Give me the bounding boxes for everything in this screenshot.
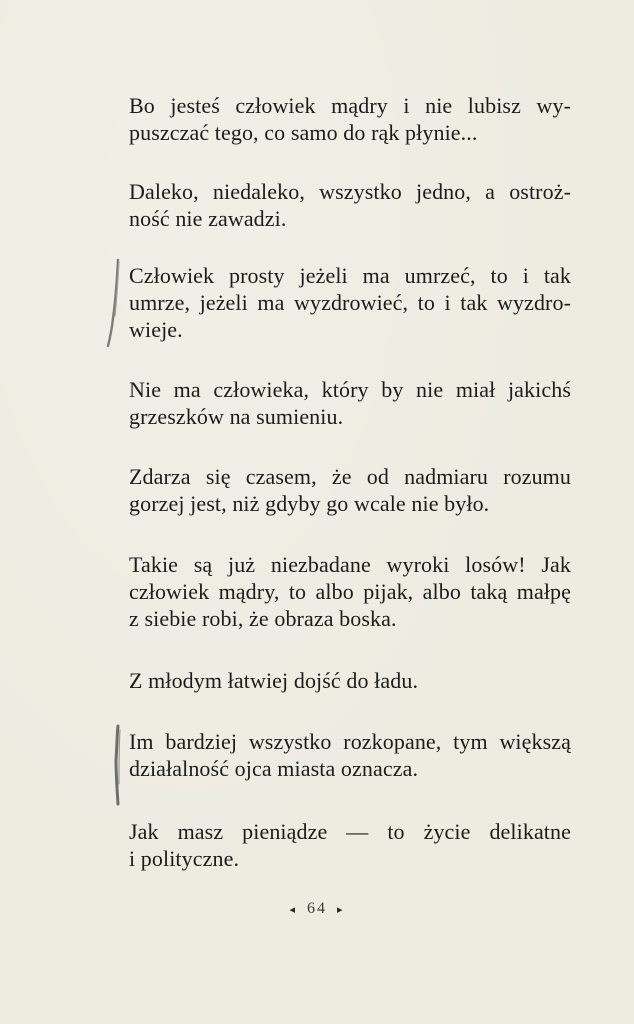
paragraph-9 (129, 818, 571, 872)
paragraph-line: wieje. (129, 317, 183, 342)
paragraph-4 (129, 376, 571, 430)
paragraph-line: grzeszków na sumieniu. (129, 404, 344, 429)
page-number-left-ornament: ◂ (289, 903, 297, 916)
paragraph-line: puszczać tego, co samo do rąk płynie... (129, 120, 478, 145)
paragraph-line: działalność ojca miasta oznacza. (129, 756, 419, 781)
paragraph-line: Zdarza się czasem, że od nadmiaru rozumu (129, 464, 571, 489)
paragraph-line: ność nie zawadzi. (129, 206, 287, 231)
paragraph-line: Nie ma człowieka, który by nie miał jakichś (129, 377, 571, 402)
paragraph-line: Daleko, niedaleko, wszystko jedno, a ostroż- (129, 179, 571, 204)
pencil-margin-mark-1 (100, 258, 124, 348)
paragraph-line: z siebie robi, że obraza boska. (129, 606, 397, 631)
paragraph-3 (129, 262, 571, 343)
paragraph-line: Z młodym łatwiej dojść do ładu. (129, 668, 419, 693)
paragraph-line: Im bardziej wszystko rozkopane, tym większą (129, 729, 571, 754)
paragraph-line: Bo jesteś człowiek mądry i nie lubisz wy- (129, 93, 571, 118)
paragraph-line: umrze, jeżeli ma wyzdrowieć, to i tak wyzdro- (129, 290, 571, 315)
pencil-margin-mark-2 (104, 724, 128, 808)
paragraph-2 (129, 178, 571, 232)
page-number-right-ornament: ▸ (337, 903, 345, 916)
paragraph-8 (129, 728, 571, 782)
paragraph-5 (129, 463, 571, 517)
paragraph-line: Takie są już niezbadane wyroki losów! Jak (129, 552, 571, 577)
paragraph-line: Człowiek prosty jeżeli ma umrzeć, to i tak (129, 263, 571, 288)
page-number (0, 900, 634, 918)
paragraph-line: Jak masz pieniądze — to życie delikatne (129, 819, 571, 844)
paragraph-line: gorzej jest, niż gdyby go wcale nie było. (129, 491, 490, 516)
paragraph-7 (129, 667, 571, 694)
paragraph-line: i polityczne. (129, 846, 240, 871)
paragraph-line: człowiek mądry, to albo pijak, albo taką małpę (129, 579, 571, 604)
paragraph-6 (129, 551, 571, 632)
page-number-value: 64 (307, 900, 327, 917)
paragraph-1 (129, 92, 571, 146)
